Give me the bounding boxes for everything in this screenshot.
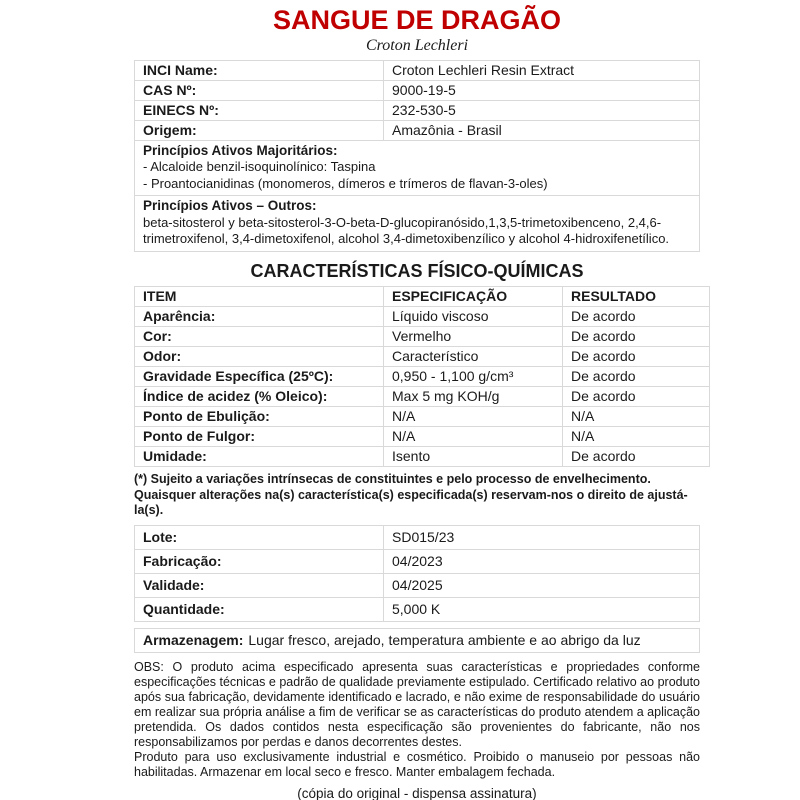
copy-disclaimer: (cópia do original - dispensa assinatura) bbox=[297, 785, 537, 800]
table-row bbox=[135, 100, 700, 120]
table-row bbox=[135, 427, 710, 447]
cell-spec: Vermelho bbox=[384, 327, 563, 347]
active-principles-other-text: beta-sitosterol y beta-sitosterol-3-O-beta-D-glucopiranósido,1,3,5-trimetoxibenceno, 2,4,6-trimetroxifenol, 3,4-dimetoxifenol, alcohol 3,4-dimetoxibenzílico y alcohol 4-hidroxifenetílico. bbox=[143, 214, 670, 247]
active-principles-other-heading: Princípios Ativos – Outros: bbox=[143, 198, 317, 214]
cell-spec: N/A bbox=[384, 407, 563, 427]
cell-result: N/A bbox=[563, 427, 710, 447]
table-header-row bbox=[135, 287, 710, 307]
cell-value: 9000-19-5 bbox=[384, 80, 700, 100]
cell-label: Lote: bbox=[135, 525, 384, 549]
table-row bbox=[135, 196, 700, 252]
cell-label: Validade: bbox=[135, 573, 384, 597]
cell-label: Gravidade Específica (25ºC): bbox=[135, 367, 384, 387]
cell-value: Amazônia - Brasil bbox=[384, 120, 700, 140]
cell-label: Odor: bbox=[135, 347, 384, 367]
cell-value: SD015/23 bbox=[384, 525, 700, 549]
usage-restriction-paragraph: Produto para uso exclusivamente industrial e cosmético. Proibido o manuseio por pessoas não habilitadas. Armazenar em local seco e fresco. Manter embalagem fechada. bbox=[134, 749, 700, 779]
page-subtitle: Croton Lechleri bbox=[365, 37, 469, 55]
storage-value: Lugar fresco, arejado, temperatura ambiente e ao abrigo da luz bbox=[248, 631, 641, 648]
cell-label: Ponto de Ebulição: bbox=[135, 407, 384, 427]
cell-label: Origem: bbox=[135, 120, 384, 140]
table-row bbox=[135, 140, 700, 196]
batch-table bbox=[134, 525, 700, 622]
cell-result: De acordo bbox=[563, 387, 710, 407]
identity-table bbox=[134, 60, 700, 252]
storage-box bbox=[134, 628, 700, 653]
cell-result: De acordo bbox=[563, 347, 710, 367]
active-principles-other-cell bbox=[135, 196, 700, 252]
cell-label: Ponto de Fulgor: bbox=[135, 427, 384, 447]
physchem-heading: CARACTERÍSTICAS FÍSICO-QUÍMICAS bbox=[250, 260, 584, 281]
table-row bbox=[135, 447, 710, 467]
cell-label: CAS Nº: bbox=[135, 80, 384, 100]
cell-value: 232-530-5 bbox=[384, 100, 700, 120]
cell-label: Quantidade: bbox=[135, 597, 384, 621]
cell-spec: Líquido viscoso bbox=[384, 307, 563, 327]
table-row bbox=[135, 597, 700, 621]
obs-paragraph: OBS: O produto acima especificado apresenta suas características e propriedades conforme especificações técnicas e padrão de qualidade previamente estipulado. Certificado relativo ao produto após sua fabricação, devidamente identificado e lacrado, e não exime de responsabilidade do usuário em realizar sua própria análise a fim de verificar se as características do produto atendem a aplicação pretendida. Os dados contidos nesta especificação são provenientes do fabricante, não nos responsabilizamos por perdas e danos decorrentes destes. bbox=[134, 659, 700, 749]
cell-label: Aparência: bbox=[135, 307, 384, 327]
cell-result: De acordo bbox=[563, 307, 710, 327]
active-principle-line: - Proantocianidinas (monomeros, dímeros e trímeros de flavan-3-oles) bbox=[143, 175, 548, 191]
cell-label: Índice de acidez (% Oleico): bbox=[135, 387, 384, 407]
table-row bbox=[135, 327, 710, 347]
table-row bbox=[135, 387, 710, 407]
cell-label: Cor: bbox=[135, 327, 384, 347]
cell-result: De acordo bbox=[563, 447, 710, 467]
page-title: SANGUE DE DRAGÃO bbox=[272, 5, 562, 35]
cell-label: INCI Name: bbox=[135, 60, 384, 80]
table-row bbox=[135, 549, 700, 573]
cell-spec: Característico bbox=[384, 347, 563, 367]
active-principle-line: - Alcaloide benzil-isoquinolínico: Taspina bbox=[143, 159, 376, 175]
active-principles-major-cell bbox=[135, 140, 700, 196]
cell-spec: Isento bbox=[384, 447, 563, 467]
storage-label: Armazenagem: bbox=[143, 631, 244, 648]
cell-label: Fabricação: bbox=[135, 549, 384, 573]
cell-value: Croton Lechleri Resin Extract bbox=[384, 60, 700, 80]
table-row bbox=[135, 60, 700, 80]
column-header-spec: ESPECIFICAÇÃO bbox=[384, 287, 563, 307]
cell-spec: Max 5 mg KOH/g bbox=[384, 387, 563, 407]
cell-result: N/A bbox=[563, 407, 710, 427]
column-header-result: RESULTADO bbox=[563, 287, 710, 307]
table-row bbox=[135, 120, 700, 140]
cell-label: EINECS Nº: bbox=[135, 100, 384, 120]
active-principles-major-heading: Princípios Ativos Majoritários: bbox=[143, 142, 338, 158]
table-row bbox=[135, 367, 710, 387]
variation-note: (*) Sujeito a variações intrínsecas de constituintes e pelo processo de envelhecimento. Quaisquer alterações na(s) característica(s) especificada(s) reservam-nos o direito de ajustá-la(s). bbox=[134, 472, 688, 518]
cell-value: 04/2025 bbox=[384, 573, 700, 597]
table-row bbox=[135, 347, 710, 367]
cell-result: De acordo bbox=[563, 327, 710, 347]
table-row bbox=[135, 80, 700, 100]
cell-value: 04/2023 bbox=[384, 549, 700, 573]
physchem-table bbox=[134, 286, 710, 467]
table-row bbox=[135, 525, 700, 549]
cell-spec: 0,950 - 1,100 g/cm³ bbox=[384, 367, 563, 387]
column-header-item: ITEM bbox=[135, 287, 384, 307]
document-content bbox=[134, 0, 700, 800]
table-row bbox=[135, 573, 700, 597]
cell-label: Umidade: bbox=[135, 447, 384, 467]
cell-spec: N/A bbox=[384, 427, 563, 447]
table-row bbox=[135, 407, 710, 427]
cell-result: De acordo bbox=[563, 367, 710, 387]
cell-value: 5,000 K bbox=[384, 597, 700, 621]
table-row bbox=[135, 307, 710, 327]
